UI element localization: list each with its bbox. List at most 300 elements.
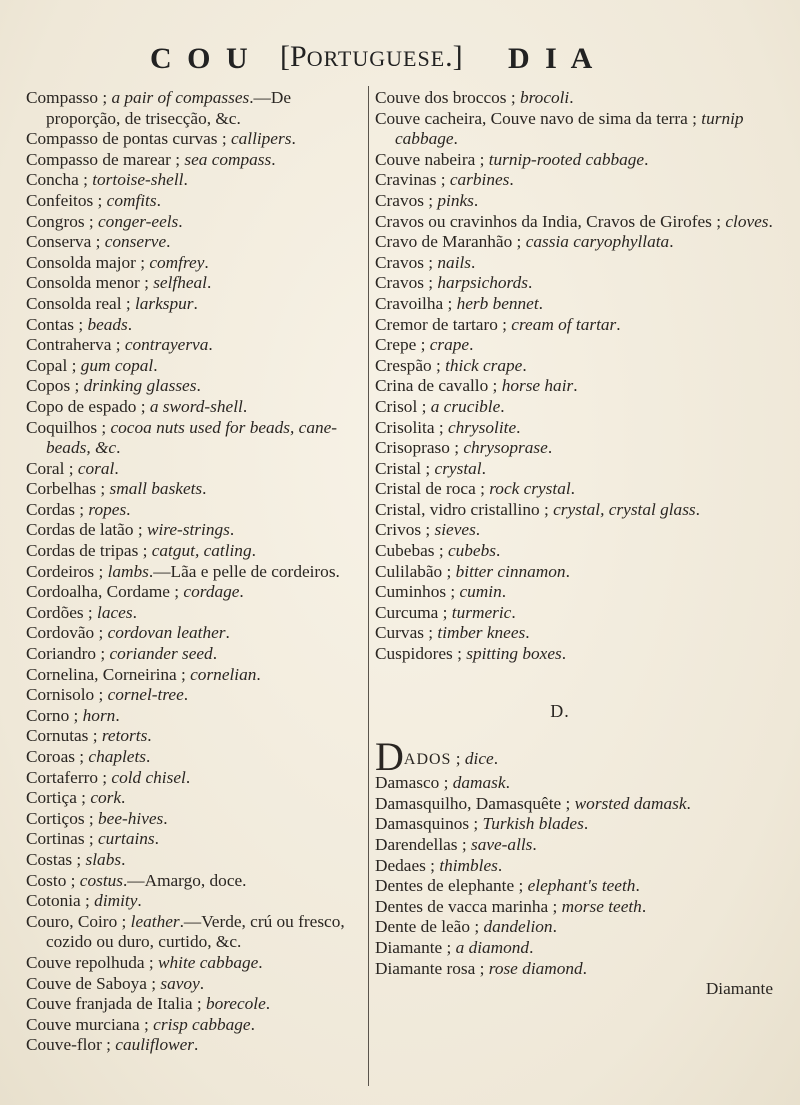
entry-translation: gum copal bbox=[80, 355, 154, 375]
entry-translation: crape bbox=[429, 335, 470, 355]
entry-term: Cravo de Maranhão ; bbox=[375, 232, 526, 252]
left-guide-word: C O U bbox=[150, 42, 252, 75]
dictionary-entry bbox=[26, 500, 366, 521]
dictionary-entry bbox=[26, 644, 366, 665]
dictionary-entry bbox=[26, 191, 366, 212]
dictionary-entry bbox=[26, 459, 366, 480]
entry-tail: . bbox=[146, 747, 151, 766]
entry-tail: . bbox=[768, 211, 773, 231]
entry-tail: . bbox=[239, 582, 244, 602]
dictionary-entry bbox=[375, 150, 775, 171]
entry-term: Costo ; bbox=[26, 870, 80, 890]
dictionary-entry bbox=[26, 706, 366, 727]
entry-term: Cristal, vidro cristallino ; bbox=[375, 499, 554, 519]
entry-tail: . bbox=[183, 685, 189, 705]
entry-tail: . bbox=[132, 602, 137, 622]
entry-translation: cordage bbox=[183, 582, 240, 602]
entry-term: Couve murciana ; bbox=[26, 1014, 154, 1034]
entry-term: Costas ; bbox=[26, 849, 86, 869]
entry-term: Confeitos ; bbox=[26, 190, 107, 210]
entry-tail: .—Amargo, doce. bbox=[122, 870, 247, 890]
entry-tail: . bbox=[561, 644, 567, 664]
entry-tail: . bbox=[505, 773, 510, 793]
entry-translation: laces bbox=[97, 602, 133, 622]
entry-tail: . bbox=[193, 293, 198, 313]
entry-separator: ; bbox=[451, 749, 465, 769]
entry-translation: rock crystal bbox=[489, 479, 571, 499]
entry-term: Contraherva ; bbox=[26, 335, 125, 355]
entry-term: Culilabão ; bbox=[375, 561, 456, 581]
entry-term: Cuminhos ; bbox=[375, 582, 460, 602]
dictionary-entry bbox=[375, 959, 775, 980]
entry-term: Cornelina, Corneirina ; bbox=[26, 664, 191, 684]
entry-tail: . bbox=[265, 994, 271, 1014]
entry-term: Consolda real ; bbox=[26, 293, 135, 313]
entry-term: Dedaes ; bbox=[375, 855, 440, 875]
entry-translation: contrayerva bbox=[124, 335, 209, 355]
entry-term: Couve-flor ; bbox=[26, 1035, 116, 1055]
entry-translation: cumin bbox=[459, 582, 502, 602]
entry-translation: dandelion bbox=[483, 917, 553, 937]
right-column bbox=[375, 88, 775, 1000]
entry-translation: borecole bbox=[205, 994, 266, 1014]
dictionary-entry bbox=[375, 938, 775, 959]
dictionary-entry bbox=[26, 418, 366, 459]
entry-translation: crystal bbox=[434, 458, 482, 478]
entry-tail: . bbox=[695, 499, 700, 519]
left-column bbox=[26, 88, 366, 1056]
dictionary-entry bbox=[26, 582, 366, 603]
dictionary-entry bbox=[375, 897, 775, 918]
dictionary-entry bbox=[26, 273, 366, 294]
entry-tail: .—De proporção, de trisecção, &c. bbox=[46, 88, 291, 128]
entry-term: Congros ; bbox=[26, 211, 99, 231]
entry-tail: . bbox=[194, 1035, 199, 1055]
entry-translation: worsted damask bbox=[574, 793, 687, 813]
dictionary-entry bbox=[375, 479, 775, 500]
dictionary-entry bbox=[375, 794, 775, 815]
entry-term: Conserva ; bbox=[26, 232, 105, 252]
entry-term: Compasso de pontas curvas ; bbox=[26, 129, 231, 149]
entry-tail: . bbox=[570, 479, 575, 499]
entry-tail: . bbox=[582, 958, 587, 978]
dictionary-entry bbox=[26, 829, 366, 850]
entry-translation: carbines bbox=[449, 170, 510, 190]
entry-translation: horse hair bbox=[501, 376, 574, 396]
entry-translation: white cabbage bbox=[157, 952, 259, 972]
entry-translation: sea compass bbox=[184, 149, 272, 169]
entry-term: Crespão ; bbox=[375, 355, 446, 375]
entry-translation: wire-strings bbox=[146, 520, 230, 540]
dictionary-entry bbox=[26, 788, 366, 809]
entry-translation: turmeric bbox=[451, 602, 512, 622]
entry-tail: . bbox=[147, 726, 152, 746]
entry-tail: . bbox=[166, 232, 171, 252]
entry-tail: . bbox=[196, 376, 201, 396]
dictionary-entry bbox=[375, 335, 775, 356]
entry-translation: cauliflower bbox=[115, 1035, 195, 1055]
entry-tail: . bbox=[154, 829, 159, 849]
entry-tail: .—Lãa e pelle de cordeiros. bbox=[148, 561, 340, 581]
entry-translation: retorts bbox=[101, 726, 148, 746]
entry-tail: . bbox=[495, 541, 501, 561]
entry-translation: sieves bbox=[434, 520, 476, 540]
entry-tail: . bbox=[114, 458, 119, 478]
drop-cap: D bbox=[375, 734, 404, 780]
entry-translation: thick crape bbox=[445, 355, 523, 375]
dictionary-entry bbox=[26, 520, 366, 541]
dictionary-entry bbox=[375, 418, 775, 439]
dictionary-entry bbox=[26, 1035, 366, 1056]
dictionary-entry bbox=[375, 459, 775, 480]
entry-term: Cordovão ; bbox=[26, 623, 108, 643]
entry-tail: .—Verde, crú ou fresco, cozido ou duro, curtido, &c. bbox=[46, 911, 345, 952]
dictionary-entry bbox=[26, 953, 366, 974]
entry-tail: . bbox=[127, 314, 133, 334]
entry-translation: bitter cinnamon bbox=[455, 561, 566, 581]
entry-term: Cordões ; bbox=[26, 602, 98, 622]
entry-tail: . bbox=[616, 314, 621, 334]
entry-term: Coral ; bbox=[26, 458, 78, 478]
entry-translation: a diamond bbox=[455, 937, 530, 957]
entry-tail: . bbox=[511, 602, 516, 622]
dictionary-entry bbox=[375, 170, 775, 191]
dictionary-entry bbox=[375, 520, 775, 541]
entry-term: Compasso de marear ; bbox=[26, 149, 185, 169]
entry-term: Contas ; bbox=[26, 314, 88, 334]
entry-tail: . bbox=[212, 644, 218, 664]
entry-term: Consolda major ; bbox=[26, 252, 150, 272]
entry-term: Coroas ; bbox=[26, 747, 89, 766]
entry-translation: cloves bbox=[725, 211, 769, 231]
right-guide-word: D I A bbox=[508, 42, 597, 75]
entry-term: Cordas de latão ; bbox=[26, 520, 147, 540]
entry-translation: a pair of compasses bbox=[111, 88, 250, 107]
dictionary-entry bbox=[375, 734, 775, 780]
dictionary-entry bbox=[375, 541, 775, 562]
entry-tail: . bbox=[644, 149, 649, 169]
title-initial: P bbox=[290, 40, 307, 73]
entry-term: Copal ; bbox=[26, 355, 81, 375]
dictionary-entry bbox=[375, 376, 775, 397]
entry-translation: coral bbox=[77, 458, 115, 478]
dictionary-entry bbox=[375, 623, 775, 644]
entry-translation: coriander seed bbox=[109, 644, 213, 664]
entry-term: Diamante rosa ; bbox=[375, 958, 489, 978]
entry-term: Couve repolhuda ; bbox=[26, 952, 158, 972]
dictionary-entry bbox=[26, 562, 366, 583]
right-entries bbox=[375, 88, 775, 665]
entry-translation: pinks bbox=[437, 190, 474, 210]
entry-tail: . bbox=[569, 88, 574, 107]
entry-tail: . bbox=[583, 814, 589, 834]
entry-term: Copos ; bbox=[26, 376, 84, 396]
dictionary-entry bbox=[26, 974, 366, 995]
entry-tail: . bbox=[156, 190, 161, 210]
dictionary-entry bbox=[375, 773, 775, 794]
entry-translation: timber knees bbox=[437, 623, 526, 643]
entry-tail: . bbox=[475, 520, 481, 540]
entry-tail: . bbox=[137, 891, 142, 911]
entry-translation: small baskets bbox=[109, 479, 203, 499]
entry-translation: nails bbox=[437, 252, 472, 272]
dictionary-entry bbox=[26, 376, 366, 397]
dictionary-entry bbox=[375, 644, 775, 665]
title-bracket-open: [ bbox=[280, 40, 290, 73]
entry-term: Cuspidores ; bbox=[375, 644, 467, 664]
entry-term: Damasquinos ; bbox=[375, 814, 483, 834]
dictionary-entry bbox=[375, 212, 775, 233]
entry-tail: . bbox=[641, 896, 647, 916]
dictionary-entry bbox=[26, 479, 366, 500]
dictionary-entry bbox=[375, 876, 775, 897]
entry-term: Cristal de roca ; bbox=[375, 479, 490, 499]
entry-translation: cornel-tree bbox=[107, 685, 184, 705]
entry-translation: savoy bbox=[160, 973, 200, 993]
entry-term: Corno ; bbox=[26, 705, 83, 725]
dictionary-entry bbox=[375, 814, 775, 835]
entry-term: Curcuma ; bbox=[375, 602, 452, 622]
entry-translation: bee-hives bbox=[98, 808, 164, 828]
dictionary-entry bbox=[26, 315, 366, 336]
entry-term: Crepe ; bbox=[375, 335, 430, 355]
entry-term: Compasso ; bbox=[26, 88, 112, 107]
dictionary-entry bbox=[26, 891, 366, 912]
dictionary-entry bbox=[375, 273, 775, 294]
entry-term: Coriandro ; bbox=[26, 644, 110, 664]
entry-tail: . bbox=[473, 190, 479, 210]
dictionary-entry bbox=[375, 562, 775, 583]
entry-term: Cubebas ; bbox=[375, 541, 448, 561]
dictionary-entry bbox=[26, 726, 366, 747]
dictionary-entry bbox=[26, 912, 366, 953]
entry-tail: . bbox=[493, 749, 499, 769]
entry-term: Couro, Coiro ; bbox=[26, 911, 131, 931]
entry-tail: . bbox=[453, 129, 458, 149]
entry-term: Cordeiros ; bbox=[26, 561, 108, 581]
entry-tail: . bbox=[529, 937, 534, 957]
entry-tail: . bbox=[469, 335, 474, 355]
entry-term: Cordoalha, Cordame ; bbox=[26, 582, 184, 602]
entry-term: Cotonia ; bbox=[26, 891, 95, 911]
section-heading: D. bbox=[550, 700, 570, 721]
dictionary-entry bbox=[375, 582, 775, 603]
dictionary-entry bbox=[26, 1015, 366, 1036]
entry-tail: . bbox=[532, 835, 537, 854]
entry-term: Copo de espado ; bbox=[26, 396, 150, 416]
entry-tail: . bbox=[121, 849, 126, 869]
dictionary-entry bbox=[26, 294, 366, 315]
entry-tail: . bbox=[242, 396, 248, 416]
dictionary-entry bbox=[26, 994, 366, 1015]
dictionary-entry bbox=[26, 747, 366, 768]
dictionary-entry bbox=[26, 541, 366, 562]
entry-term: Couve dos broccos ; bbox=[375, 88, 520, 107]
d-entries bbox=[375, 773, 775, 979]
entry-translation: comfrey bbox=[149, 252, 205, 272]
column-divider bbox=[368, 86, 369, 1086]
entry-tail: . bbox=[206, 273, 212, 293]
entry-tail: . bbox=[497, 855, 503, 875]
entry-translation: cornelian bbox=[190, 664, 257, 684]
entry-tail: . bbox=[686, 793, 691, 813]
entry-term: Cornisolo ; bbox=[26, 685, 108, 705]
dictionary-entry bbox=[375, 232, 775, 253]
dictionary-entry bbox=[26, 397, 366, 418]
entry-translation: chaplets bbox=[88, 747, 146, 766]
entry-tail: . bbox=[250, 1014, 255, 1034]
entry-translation: crystal, crystal glass bbox=[553, 499, 696, 519]
entry-term: Corbelhas ; bbox=[26, 479, 110, 499]
entry-translation: selfheal bbox=[153, 273, 207, 293]
entry-translation: crisp cabbage bbox=[153, 1014, 251, 1034]
dictionary-entry bbox=[375, 315, 775, 336]
entry-tail: . bbox=[121, 788, 126, 808]
entry-translation: save-alls bbox=[470, 835, 533, 854]
entry-translation: slabs bbox=[85, 849, 122, 869]
entry-translation: thimbles bbox=[439, 855, 498, 875]
entry-tail: . bbox=[229, 520, 235, 540]
entry-tail: . bbox=[527, 273, 533, 293]
entry-term: Crisopraso ; bbox=[375, 438, 464, 458]
entry-tail: . bbox=[204, 252, 209, 272]
entry-translation: damask bbox=[452, 773, 506, 793]
dictionary-entry bbox=[26, 253, 366, 274]
entry-term: Cornutas ; bbox=[26, 726, 102, 746]
entry-translation: cubebs bbox=[447, 541, 496, 561]
entry-term: Cremor de tartaro ; bbox=[375, 314, 512, 334]
dictionary-entry bbox=[26, 871, 366, 892]
entry-term: Couve franjada de Italia ; bbox=[26, 994, 206, 1014]
entry-tail: . bbox=[256, 664, 261, 684]
entry-tail: . bbox=[178, 211, 183, 231]
dictionary-entry bbox=[26, 809, 366, 830]
entry-tail: . bbox=[202, 479, 207, 499]
entry-term: Damasco ; bbox=[375, 773, 453, 793]
entry-translation: dimity bbox=[94, 891, 138, 911]
entry-translation: cordovan leather bbox=[107, 623, 226, 643]
entry-term: Crina de cavallo ; bbox=[375, 376, 502, 396]
dictionary-entry bbox=[375, 88, 775, 109]
entry-translation: elephant's teeth bbox=[527, 876, 636, 896]
dictionary-entry bbox=[26, 768, 366, 789]
entry-translation: Turkish blades bbox=[482, 814, 584, 834]
entry-tail: . bbox=[509, 170, 514, 190]
entry-term: Cravos ; bbox=[375, 273, 438, 293]
entry-term: Diamante ; bbox=[375, 937, 456, 957]
entry-translation: cold chisel bbox=[111, 767, 186, 787]
entry-tail: . bbox=[183, 170, 188, 190]
dictionary-entry bbox=[26, 150, 366, 171]
entry-translation: brocoli bbox=[519, 88, 570, 107]
entry-translation: callipers bbox=[230, 129, 292, 149]
entry-tail: . bbox=[185, 767, 191, 787]
entry-term: Darendellas ; bbox=[375, 835, 471, 854]
entry-translation: a sword-shell bbox=[149, 396, 243, 416]
entry-term: Cravinas ; bbox=[375, 170, 450, 190]
dictionary-entry bbox=[375, 109, 775, 150]
dictionary-entry bbox=[26, 665, 366, 686]
entry-translation: cork bbox=[90, 788, 122, 808]
entry-translation: drinking glasses bbox=[83, 376, 197, 396]
entry-term-rest: ADOS bbox=[403, 751, 452, 769]
entry-translation: tortoise-shell bbox=[92, 170, 184, 190]
entry-term: Cravoilha ; bbox=[375, 293, 457, 313]
entry-translation: larkspur bbox=[134, 293, 194, 313]
entry-term: Curvas ; bbox=[375, 623, 438, 643]
entry-term: Couve nabeira ; bbox=[375, 149, 489, 169]
entry-tail: . bbox=[552, 917, 557, 937]
entry-tail: . bbox=[573, 376, 578, 396]
entry-tail: . bbox=[500, 396, 505, 416]
entry-tail: . bbox=[669, 232, 674, 252]
entry-term: Cravos ou cravinhos da India, Cravos de Girofes ; bbox=[375, 211, 726, 231]
entry-translation: lambs bbox=[107, 561, 149, 581]
dictionary-entry bbox=[375, 856, 775, 877]
dictionary-entry bbox=[26, 129, 366, 150]
entry-term: Cortiça ; bbox=[26, 788, 91, 808]
entry-tail: . bbox=[258, 952, 263, 972]
entry-translation: cocoa nuts used for beads, cane-beads, &c bbox=[46, 417, 338, 458]
entry-tail: . bbox=[547, 438, 553, 458]
entry-term: Cristal ; bbox=[375, 458, 435, 478]
entry-term: Dente de leão ; bbox=[375, 917, 484, 937]
entry-translation: harpsichords bbox=[437, 273, 528, 293]
dictionary-entry bbox=[26, 88, 366, 129]
entry-translation: horn bbox=[82, 705, 116, 725]
dictionary-entry bbox=[26, 170, 366, 191]
entry-tail: . bbox=[163, 808, 168, 828]
page-title bbox=[280, 40, 463, 74]
entry-translation: conger-eels bbox=[98, 211, 179, 231]
dictionary-entry bbox=[375, 500, 775, 521]
entry-translation: morse teeth bbox=[561, 896, 642, 916]
title-rest: ORTUGUESE bbox=[306, 46, 446, 71]
entry-translation: dice bbox=[464, 749, 494, 769]
entry-tail: . bbox=[115, 705, 120, 725]
entry-term: Crisol ; bbox=[375, 396, 431, 416]
entry-term: Couve cacheira, Couve navo de sima da terra ; bbox=[375, 108, 702, 128]
entry-term: Cravos ; bbox=[375, 190, 438, 210]
dictionary-entry bbox=[375, 253, 775, 274]
entry-term: Coquilhos ; bbox=[26, 417, 111, 437]
entry-term: Consolda menor ; bbox=[26, 273, 154, 293]
dictionary-entry bbox=[375, 294, 775, 315]
dictionary-entry bbox=[26, 356, 366, 377]
dictionary-entry bbox=[375, 603, 775, 624]
entry-tail: . bbox=[538, 293, 543, 313]
entry-translation: comfits bbox=[106, 190, 157, 210]
entry-tail: . bbox=[199, 973, 205, 993]
entry-translation: a crucible bbox=[430, 396, 501, 416]
dictionary-entry bbox=[375, 917, 775, 938]
entry-term: Cravos ; bbox=[375, 252, 438, 272]
entry-translation: herb bennet bbox=[456, 293, 539, 313]
entry-translation: turnip-rooted cabbage bbox=[488, 149, 645, 169]
entry-term: Cortinas ; bbox=[26, 829, 99, 849]
entry-term: Dentes de elephante ; bbox=[375, 876, 528, 896]
entry-translation: curtains bbox=[98, 829, 155, 849]
entry-tail: . bbox=[501, 582, 507, 602]
entry-translation: chrysolite bbox=[447, 417, 517, 437]
entry-term: Concha ; bbox=[26, 170, 93, 190]
entry-translation: cream of tartar bbox=[511, 314, 617, 334]
dictionary-entry bbox=[375, 356, 775, 377]
dictionary-entry bbox=[26, 212, 366, 233]
entry-term: Cordas de tripas ; bbox=[26, 541, 152, 561]
dictionary-entry bbox=[375, 835, 775, 856]
entry-tail: . bbox=[525, 623, 530, 643]
